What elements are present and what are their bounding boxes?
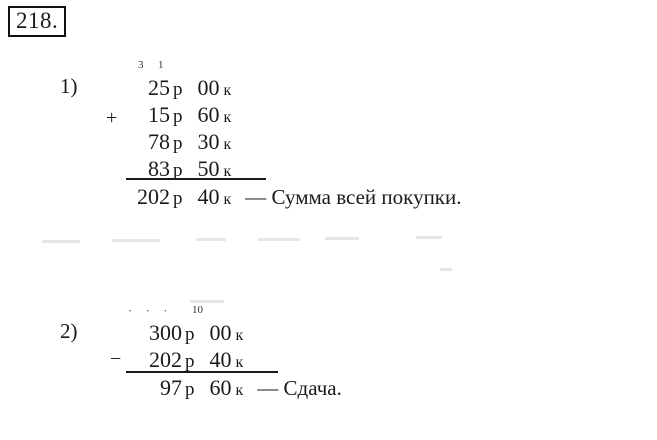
rubles-unit: р [185, 379, 195, 400]
scan-artifact [190, 300, 224, 303]
addend-row [128, 74, 462, 101]
rubles-unit: р [173, 160, 183, 181]
difference-result-row [142, 373, 342, 403]
kopeks-unit: к [235, 354, 244, 371]
rubles-value: 300 [149, 320, 182, 345]
rubles-value: 25 [148, 75, 170, 100]
addend-row [128, 155, 462, 182]
kopeks-unit: к [235, 382, 244, 399]
kopeks-unit: к [223, 109, 232, 126]
scan-artifact [416, 236, 442, 239]
kopeks-value: 60 [209, 375, 232, 400]
carry-digit: 1 [158, 59, 164, 71]
subtrahend-row [128, 346, 342, 373]
scan-artifact [196, 238, 226, 241]
rubles-value: 97 [160, 375, 182, 400]
carry-digit: 3 [138, 59, 144, 71]
problem-2-label: 2) [60, 319, 78, 343]
carry-digit: 10 [192, 304, 203, 316]
problem-2-calculation [128, 305, 342, 403]
kopeks-value: 30 [197, 129, 220, 154]
plus-operator-icon: + [106, 107, 118, 129]
rubles-value: 83 [148, 156, 170, 181]
kopeks-unit: к [235, 327, 244, 344]
rubles-value: 202 [149, 347, 182, 372]
sum-result-row [114, 182, 462, 212]
addend-row [128, 128, 462, 155]
scan-artifact [42, 240, 80, 243]
kopeks-value: 60 [197, 102, 220, 127]
problem-1-carries [128, 60, 462, 74]
kopeks-value: 00 [209, 320, 232, 345]
rubles-value: 202 [137, 184, 170, 209]
result-annotation: — Сумма всей покупки. [245, 185, 462, 209]
kopeks-value: 50 [197, 156, 220, 181]
kopeks-unit: к [223, 163, 232, 180]
rubles-unit: р [173, 133, 183, 154]
rubles-value: 78 [148, 129, 170, 154]
problem-1-calculation [128, 60, 462, 212]
scan-artifact [440, 268, 452, 271]
exercise-number: 218. [8, 6, 66, 37]
rubles-value: 15 [148, 102, 170, 127]
rubles-unit: р [185, 351, 195, 372]
rubles-unit: р [185, 324, 195, 345]
kopeks-value: 40 [197, 184, 220, 209]
scan-artifact [325, 237, 359, 240]
scan-artifact [258, 238, 300, 241]
rubles-unit: р [173, 106, 183, 127]
scan-artifact [112, 239, 160, 242]
result-annotation: — Сдача. [257, 376, 342, 400]
kopeks-value: 00 [197, 75, 220, 100]
rubles-unit: р [173, 79, 183, 100]
kopeks-unit: к [223, 191, 232, 208]
rubles-unit: р [173, 188, 183, 209]
kopeks-value: 40 [209, 347, 232, 372]
addend-row [128, 101, 462, 128]
minuend-row [128, 319, 342, 346]
minus-operator-icon: − [110, 348, 122, 370]
kopeks-unit: к [223, 136, 232, 153]
problem-2-carries [128, 305, 342, 319]
problem-1-label: 1) [60, 74, 78, 98]
borrow-dots: · · · [128, 303, 173, 318]
kopeks-unit: к [223, 82, 232, 99]
